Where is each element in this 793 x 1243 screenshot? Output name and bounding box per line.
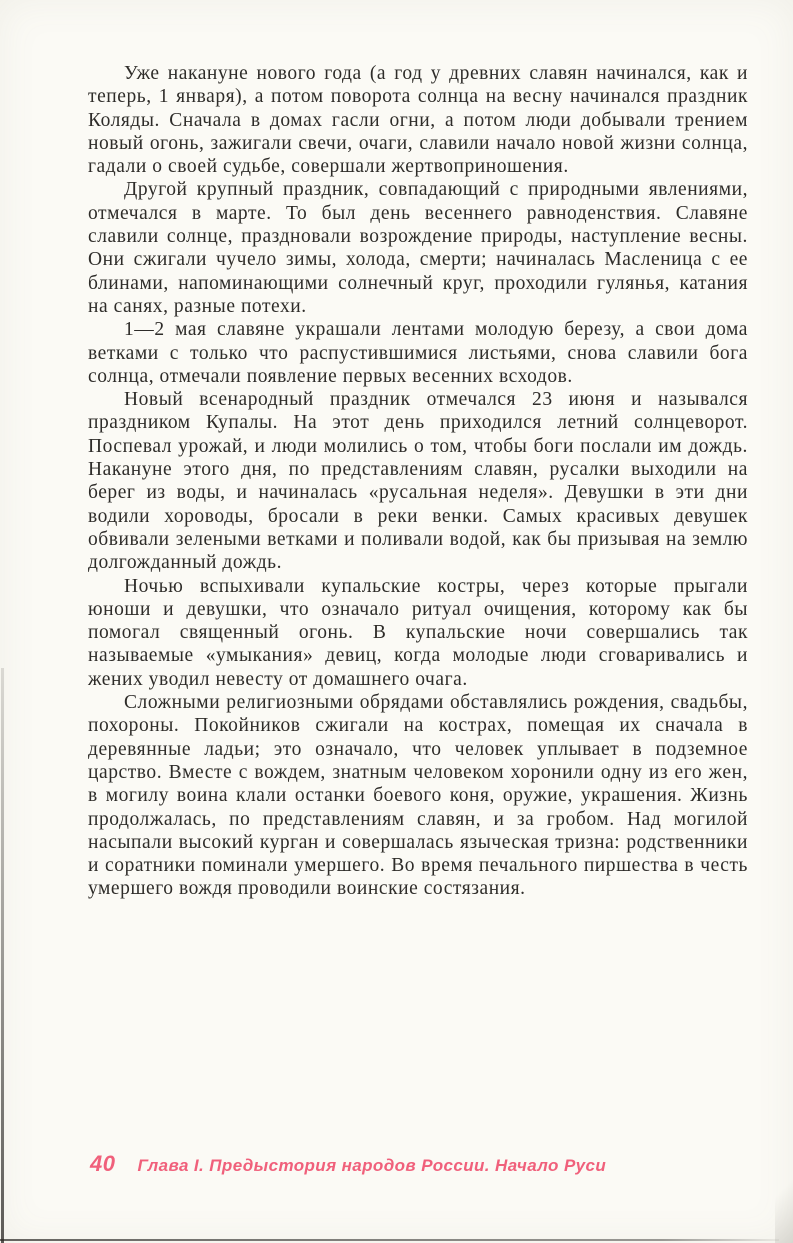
scan-edge-left (1, 668, 4, 1243)
paragraph-may: 1—2 мая славяне украшали лентами молодую березу, а свои дома ветками с только что распустившимися листьями, снова славили бога солнца, отмечали появление первых весенних всходов. (88, 319, 748, 387)
scan-shade-corner (775, 1100, 793, 1243)
paragraph-bonfires: Ночью вспыхивали купальские костры, через которые прыгали юноши и девушки, что означало ритуал очищения, которому как бы помогал священный огонь. В купальские ночи совершались так называемые «умыкания» девиц, когда молодые люди сговаривались и жених уводил невесту от домашнего очага. (88, 575, 748, 690)
page-footer (90, 1151, 750, 1177)
paragraph-rituals: Сложными религиозными обрядами обставлялись рождения, свадьбы, похороны. Покойников сжигали на кострах, помещая их сначала в деревянные ладьи; это означало, что человек уплывает в подземное царство. Вместе с вождем, знатным человеком хоронили одну из его жен, в могилу воина клали останки боевого коня, оружие, украшения. Жизнь продолжалась, по представлениям славян, и за гробом. Над могилой насыпали высокий курган и совершалась языческая тризна: родственники и соратники поминали умершего. Во время печального пиршества в честь умершего вождя проводили воинские состязания. (88, 692, 748, 900)
scan-edge-bottom (0, 1239, 779, 1241)
page-number: 40 (90, 1151, 116, 1176)
paragraph-maslenitsa: Другой крупный праздник, совпадающий с природными явлениями, отмечался в марте. То был день весеннего равноденствия. Славяне славили солнце, праздновали возрождение природы, наступление весны. Они сжигали чучело зимы, холода, смерти; начиналась Масленица с ее блинами, напоминающими солнечный круг, проходили гулянья, катания на санях, разные потехи. (88, 179, 748, 317)
paragraph-kupala: Новый всенародный праздник отмечался 23 июня и назывался праздником Купалы. На этот день приходился летний солнцеворот. Поспевал урожай, и люди молились о том, чтобы боги послали им дождь. Накануне этого дня, по представлениям славян, русалки выходили на берег из воды, и начиналась «русальная неделя». Девушки в эти дни водили хороводы, бросали в реки венки. Самых красивых девушек обвивали зелеными ветками и поливали водой, как бы призывая на землю долгожданный дождь. (88, 389, 748, 574)
chapter-title: Глава I. Предыстория народов России. Начало Руси (137, 1156, 607, 1175)
body-text (88, 62, 748, 901)
paragraph-kolyada: Уже накануне нового года (а год у древних славян начинался, как и теперь, 1 января), а потом поворота солнца на весну начинался праздник Коляды. Сначала в домах гасли огни, а потом люди добывали трением новый огонь, зажигали свечи, очаги, славили начало новой жизни солнца, гадали о своей судьбе, совершали жертвоприношения. (88, 63, 748, 178)
